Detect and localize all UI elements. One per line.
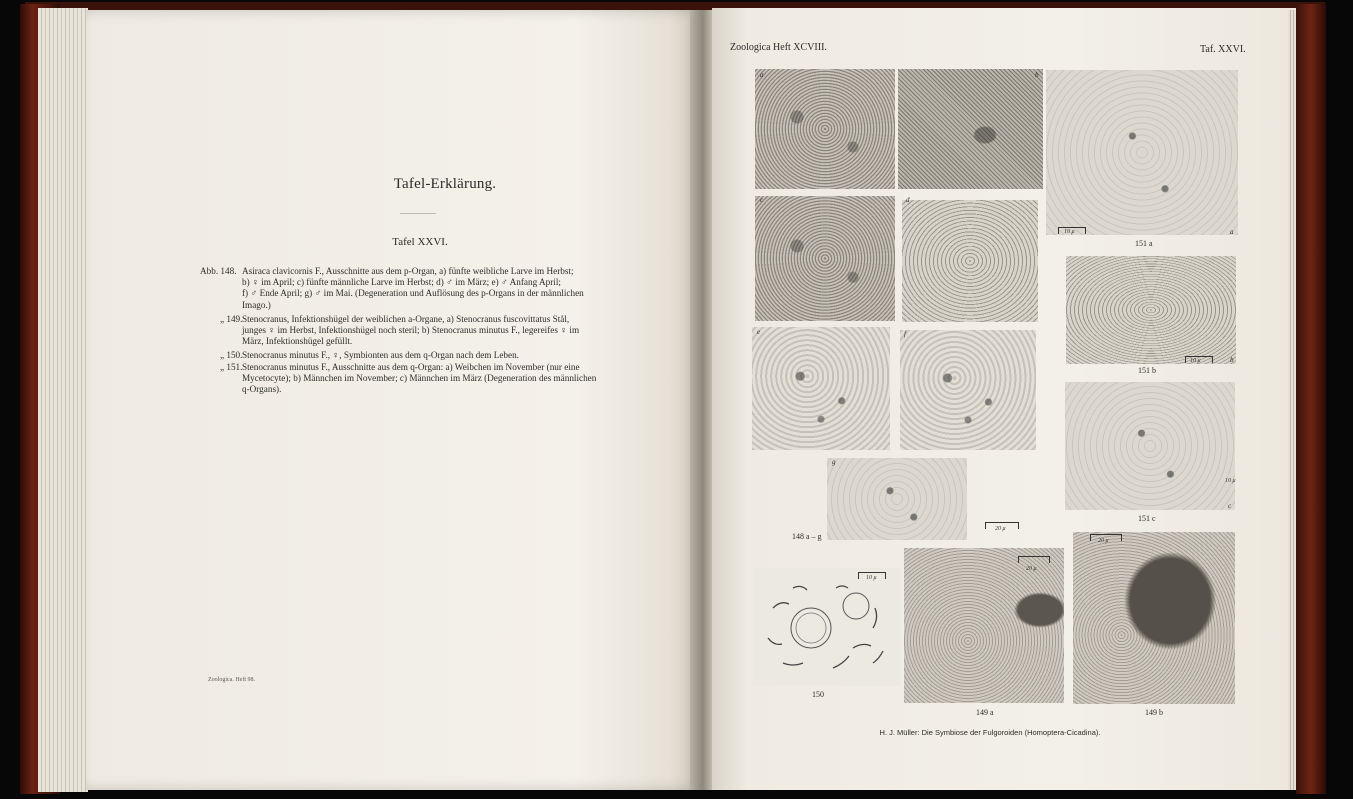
- plate-caption: H. J. Müller: Die Symbiose der Fulgoroiden (Homoptera-Cicadina).: [879, 728, 1101, 737]
- figure-label-151a: 151 a: [1135, 239, 1153, 248]
- micrograph-148d: [902, 200, 1038, 322]
- entry-line: q-Organs).: [242, 384, 282, 395]
- book-cover-right: [1296, 4, 1326, 794]
- scale-label: 20 μ: [1026, 566, 1037, 572]
- scale-label: 10 μ: [866, 575, 877, 581]
- micrograph-148g: [827, 458, 967, 540]
- left-page: [86, 10, 700, 790]
- running-header-left: Zoologica Heft XCVIII.: [730, 42, 827, 53]
- micrograph-148b: [898, 69, 1043, 189]
- figure-label-150: 150: [812, 690, 824, 699]
- entry-number: „ 149.: [220, 314, 243, 324]
- micrograph-148c: [755, 196, 895, 321]
- panel-letter-f: f: [904, 330, 906, 338]
- symbiont-drawing: [753, 568, 901, 686]
- entry-number: „ 150.: [220, 350, 243, 360]
- micrograph-151a: [1046, 70, 1238, 235]
- title-divider: [400, 213, 436, 214]
- panel-letter-g: g: [832, 458, 836, 466]
- running-header-right: Taf. XXVI.: [1200, 44, 1246, 55]
- scale-bar: [1018, 556, 1050, 563]
- panel-letter-151a: a: [1230, 228, 1234, 236]
- figure-label-149a: 149 a: [976, 708, 994, 717]
- panel-letter-e: e: [757, 328, 761, 336]
- figure-label-149b: 149 b: [1145, 708, 1163, 717]
- page-stack-left: [38, 8, 88, 792]
- entry-line: f) ♂ Ende April; g) ♂ im Mai. (Degeneration und Auflösung des p-Organs in der männlichen: [242, 288, 584, 299]
- entry-line: Asiraca clavicornis F., Ausschnitte aus dem p-Organ, a) fünfte weibliche Larve im Herbst;: [242, 266, 574, 276]
- entry-line: März, Infektionshügel gefüllt.: [242, 336, 353, 347]
- entry-line: Stenocranus minutus F., Ausschnitte aus dem q-Organ: a) Weibchen im November (nur eine: [242, 362, 580, 372]
- page-title: Tafel-Erklärung.: [393, 176, 497, 192]
- entry-number: „ 151.: [220, 362, 243, 372]
- scale-label: 20 μ: [1098, 538, 1109, 544]
- micrograph-149a: [904, 548, 1064, 703]
- entry-line: Stenocranus minutus F., ♀, Symbionten aus dem q-Organ nach dem Leben.: [242, 350, 519, 360]
- panel-letter-a: a: [760, 71, 764, 79]
- micrograph-148f: [900, 330, 1036, 450]
- panel-letter-d: d: [906, 196, 910, 204]
- micrograph-148e: [752, 327, 890, 450]
- panel-letter-c: c: [760, 196, 764, 204]
- entry-number: Abb. 148.: [200, 266, 237, 276]
- entry-line: Mycetocyte); b) Männchen im November; c) Männchen im März (Degeneration des männlichen: [242, 373, 597, 384]
- panel-letter-151b: b: [1230, 356, 1234, 364]
- panel-letter-b: b: [1035, 71, 1039, 79]
- scale-label: 10 μ: [1064, 229, 1075, 235]
- scale-label: 10 μ: [1225, 478, 1236, 484]
- micrograph-151c: [1065, 382, 1235, 510]
- micrograph-150: [753, 568, 901, 686]
- figure-label-148: 148 a – g: [792, 532, 822, 541]
- panel-letter-151c: c: [1228, 502, 1232, 510]
- scale-label: 10 μ: [1190, 358, 1201, 364]
- plate-title: Tafel XXVI.: [392, 236, 448, 248]
- micrograph-149b: [1073, 532, 1235, 704]
- entry-line: Imago.): [242, 299, 271, 310]
- figure-label-151c: 151 c: [1138, 514, 1156, 523]
- entry-line: Stenocranus, Infektionshügel der weiblichen a-Organe, a) Stenocranus fuscovittatus Stål,: [242, 314, 570, 324]
- micrograph-148a: [755, 69, 895, 189]
- scale-label: 20 μ: [995, 526, 1006, 532]
- entry-line: b) ♀ im April; c) fünfte männliche Larve im Herbst; d) ♂ im März; e) ♂ Anfang April;: [242, 277, 561, 288]
- micrograph-151b: [1066, 256, 1236, 364]
- figure-label-151b: 151 b: [1138, 366, 1156, 375]
- page-footer: Zoologica. Heft 98.: [208, 677, 255, 683]
- entry-line: junges ♀ im Herbst, Infektionshügel noch steril; b) Stenocranus minutus F., legereifes ♀ im: [242, 325, 580, 336]
